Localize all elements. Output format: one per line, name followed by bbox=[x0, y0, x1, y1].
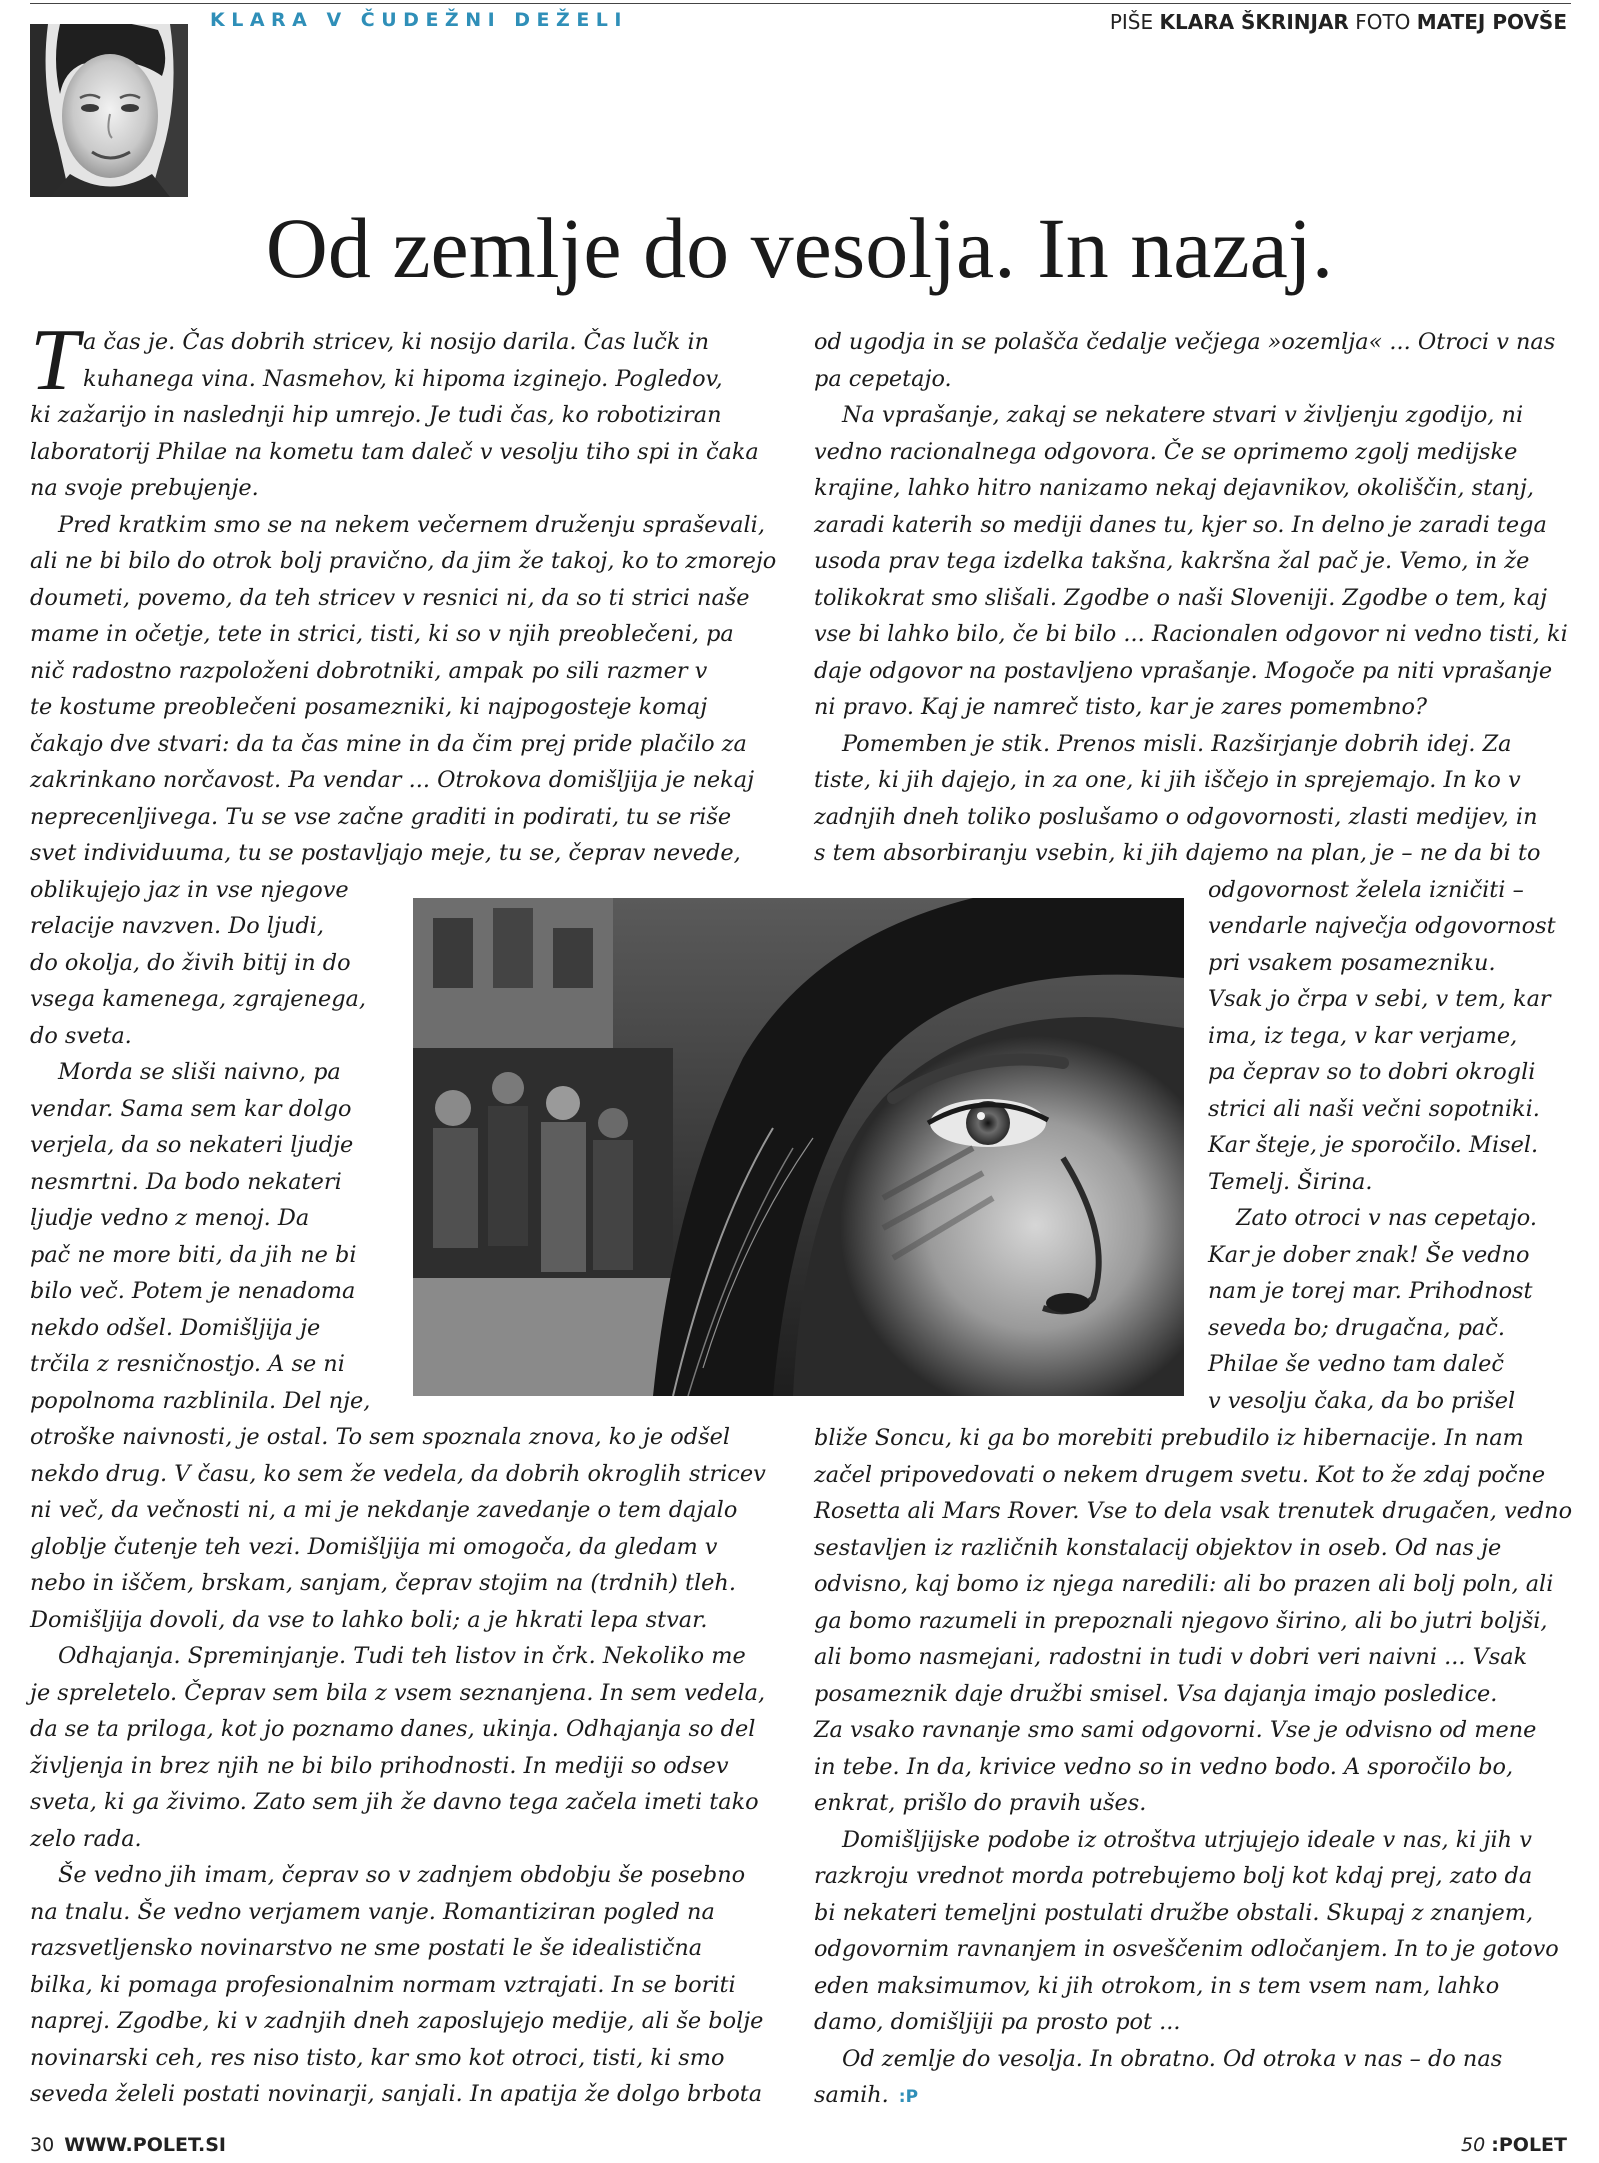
text-line: strici ali naši večni sopotniki. bbox=[1208, 1095, 1540, 1122]
text-line: te kostume preoblečeni posamezniki, ki najpogosteje komaj bbox=[30, 694, 708, 720]
text-line: nekdo drug. V času, ko sem že vedela, da dobrih okroglih stricev bbox=[30, 1460, 766, 1487]
text-line: ali bomo nasmejani, radostni in tudi v dobri veri naivni ... Vsak bbox=[814, 1644, 1528, 1670]
text-line: enkrat, prišlo do pravih ušes. bbox=[814, 1790, 1147, 1816]
paragraph-c2-4-wrap bbox=[1208, 1237, 1578, 1420]
text-line: Odhajanja. Spreminjanje. Tudi teh listov in črk. Nekoliko me bbox=[58, 1643, 746, 1669]
section-rubric: KLARA V ČUDEŽNI DEŽELI bbox=[210, 9, 628, 31]
text-line: da se ta priloga, kot jo poznamo danes, ukinja. Odhajanja so del bbox=[30, 1716, 756, 1742]
text-line: nič radostno razpoloženi dobrotniki, ampak po sili razmer v bbox=[30, 657, 708, 684]
text-line: Temelj. Širina. bbox=[1208, 1168, 1373, 1195]
text-line: čakajo dve stvari: da ta čas mine in da čim prej pride plačilo za bbox=[30, 730, 747, 757]
text-line: tolikokrat smo slišali. Zgodbe o naši Sloveniji. Zgodbe o tem, kaj bbox=[814, 584, 1548, 611]
text-line: nekdo odšel. Domišljija je bbox=[30, 1314, 321, 1341]
text-line: pač ne more biti, da jih ne bi bbox=[30, 1241, 357, 1268]
article-column-2-lower bbox=[814, 1420, 1574, 2116]
text-line: zelo rada. bbox=[30, 1825, 142, 1852]
byline-credits bbox=[1110, 10, 1567, 34]
paragraph-c2-5 bbox=[814, 1822, 1574, 1859]
text-line: do sveta. bbox=[30, 1022, 132, 1049]
text-line: novinarski ceh, res niso tisto, kar smo kot otroci, tisti, ki smo bbox=[30, 2044, 725, 2071]
footer-right bbox=[1461, 2134, 1567, 2156]
text-line: bilka, ki pomaga profesionalnim normam vztrajati. In se boriti bbox=[30, 1971, 736, 1998]
text-line: odgovornost želela izničiti – bbox=[1208, 876, 1524, 903]
paragraph-c2-6-cont bbox=[814, 2077, 1574, 2116]
text-line: Kar je dober znak! Še vedno bbox=[1208, 1241, 1530, 1268]
text-line: Domišljijske podobe iz otroštva utrjujejo ideale v nas, ki jih v bbox=[842, 1826, 1532, 1853]
text-line: relacije navzven. Do ljudi, bbox=[30, 913, 324, 939]
text-line: vse bi lahko bilo, če bi bilo ... Racionalen odgovor ni vedno tisti, ki bbox=[814, 621, 1568, 647]
text-line: na tnalu. Še vedno verjamem vanje. Romantiziran pogled na bbox=[30, 1898, 715, 1925]
text-line: kuhanega vina. Nasmehov, ki hipoma izginejo. Pogledov, bbox=[82, 365, 723, 392]
text-line: in tebe. In da, krivice vedno so in vedno bodo. A sporočilo bo, bbox=[814, 1753, 1514, 1780]
text-line: damo, domišljiji pa prosto pot ... bbox=[814, 2009, 1181, 2035]
article-photo bbox=[413, 898, 1184, 1396]
text-line: Vsak jo črpa v sebi, v tem, kar bbox=[1208, 986, 1551, 1012]
author-portrait-graphic bbox=[30, 24, 188, 197]
top-rule bbox=[30, 3, 1571, 4]
end-mark: :P bbox=[898, 2087, 919, 2107]
footer-left bbox=[30, 2134, 226, 2156]
footer-website: WWW.POLET.SI bbox=[64, 2134, 226, 2156]
text-line: na svoje prebujenje. bbox=[30, 475, 259, 501]
text-line: do okolja, do živih bitij in do bbox=[30, 949, 351, 976]
text-line: Domišljija dovoli, da vse to lahko boli; a je hkrati lepa stvar. bbox=[30, 1606, 708, 1633]
text-line: ali ne bi bilo do otrok bolj pravično, da jim že takoj, ko to zmorejo bbox=[30, 548, 777, 574]
text-line: seveda želeli postati novinarji, sanjali. In apatija že dolgo brbota bbox=[30, 2081, 763, 2107]
text-line: življenja in brez njih ne bi bilo prihodnosti. In mediji so odsev bbox=[30, 1752, 729, 1779]
text-line: pri vsakem posamezniku. bbox=[1208, 949, 1496, 976]
paragraph-c2-5-cont bbox=[814, 1858, 1574, 2041]
text-line: daje odgovor na postavljeno vprašanje. Mogoče pa niti vprašanje bbox=[814, 657, 1553, 684]
text-line: oblikujejo jaz in vse njegove bbox=[30, 876, 349, 903]
text-line: ljudje vedno z menoj. Da bbox=[30, 1205, 310, 1231]
text-line: verjela, da so nekateri ljudje bbox=[30, 1132, 354, 1158]
text-line: sveta, ki ga živimo. Zato sem jih že davno tega začela imeti tako bbox=[30, 1789, 759, 1815]
text-line: vsega kamenega, zgrajenega, bbox=[30, 986, 367, 1012]
text-line: Philae še vedno tam daleč bbox=[1208, 1351, 1504, 1377]
text-line: odvisno, kaj bomo iz njega naredili: ali bo prazen ali bolj poln, ali bbox=[814, 1571, 1554, 1597]
text-line: bi nekateri temeljni postulati družbe obstali. Skupaj z znanjem, bbox=[814, 1899, 1534, 1926]
text-line: mame in očetje, tete in strici, tisti, ki so v njih preoblečeni, pa bbox=[30, 621, 734, 647]
author-portrait bbox=[30, 24, 188, 197]
text-line: bilo več. Potem je nenadoma bbox=[30, 1278, 356, 1304]
paragraph-c2-4-cont bbox=[814, 1420, 1574, 1822]
text-line: Za vsako ravnanje smo sami odgovorni. Vse je odvisno od mene bbox=[814, 1717, 1537, 1743]
text-line: ga bomo razumeli in prepoznali njegovo širino, ali bo jutri boljši, bbox=[814, 1607, 1548, 1634]
page-number-right: 50 bbox=[1461, 2134, 1486, 2156]
text-line: zadnjih dneh toliko poslušamo o odgovornosti, zlasti medijev, in bbox=[814, 803, 1538, 830]
text-line: neprecenljivega. Tu se vse začne graditi in podirati, tu se riše bbox=[30, 803, 732, 830]
text-line: ki zažarijo in naslednji hip umrejo. Je tudi čas, ko robotiziran bbox=[30, 402, 722, 428]
text-line: naprej. Zgodbe, ki v zadnjih dneh zaposlujejo medije, ali še bolje bbox=[30, 2008, 764, 2034]
paragraph-c2-3-wrap bbox=[1208, 872, 1578, 1201]
credits-prefix: PIŠE bbox=[1109, 10, 1154, 34]
text-line: Pomemben je stik. Prenos misli. Razširjanje dobrih idej. Za bbox=[842, 730, 1512, 757]
text-line: s tem absorbiranju vsebin, ki jih dajemo na plan, je – ne da bi to bbox=[814, 840, 1541, 866]
text-line: a čas je. Čas dobrih stricev, ki nosijo darila. Čas lučk in bbox=[82, 329, 710, 355]
text-line: posameznik daje družbi smisel. Vsa dajanja imajo posledice. bbox=[814, 1680, 1498, 1707]
text-line: globlje čutenje teh vezi. Domišljija mi omogoča, da gledam v bbox=[30, 1533, 718, 1560]
text-line: vendar. Sama sem kar dolgo bbox=[30, 1095, 352, 1122]
article-title: Od zemlje do vesolja. In nazaj. bbox=[265, 200, 1334, 296]
text-line: ima, iz tega, v kar verjame, bbox=[1208, 1022, 1518, 1049]
text-line: vendarle največja odgovornost bbox=[1208, 913, 1556, 939]
text-line: eden maksimumov, ki jih otrokom, in s tem vsem nam, lahko bbox=[814, 1972, 1500, 1999]
paragraph-c2-4 bbox=[1208, 1200, 1578, 1237]
paragraph-c2-2-cont bbox=[814, 434, 1574, 726]
paragraph-c2-2 bbox=[814, 397, 1574, 434]
text-line: krajine, lahko hitro nanizamo nekaj dejavnikov, okoliščin, stanj, bbox=[814, 475, 1534, 501]
text-line: Rosetta ali Mars Rover. Vse to dela vsak trenutek drugačen, vedno bbox=[814, 1498, 1573, 1524]
text-line: zakrinkano norčavost. Pa vendar ... Otrokova domišljija je nekaj bbox=[30, 767, 755, 793]
text-line: laboratorij Philae na kometu tam daleč v vesolju tiho spi in čaka bbox=[30, 438, 759, 465]
paragraph-4-cont bbox=[30, 1675, 790, 1858]
text-line: pa čeprav so to dobri okrogli bbox=[1208, 1059, 1536, 1085]
drop-cap: T bbox=[30, 312, 79, 409]
paragraph-c2-3-cont bbox=[814, 762, 1574, 872]
text-line: nesmrtni. Da bodo nekateri bbox=[30, 1168, 342, 1195]
text-line: doumeti, povemo, da teh stricev v resnici ni, da so ti strici naše bbox=[30, 584, 750, 611]
text-line: ni več, da večnosti ni, a mi je nekdanje zavedanje o tem dajalo bbox=[30, 1497, 738, 1523]
paragraph-c2-6 bbox=[814, 2041, 1574, 2078]
paragraph-c2-1 bbox=[814, 324, 1574, 397]
paragraph-2 bbox=[30, 507, 790, 544]
text-line: Od zemlje do vesolja. In obratno. Od otroka v nas – do nas bbox=[842, 2045, 1503, 2072]
article-column-2 bbox=[814, 324, 1574, 872]
text-line: nebo in iščem, brskam, sanjam, čeprav stojim na (trdnih) tleh. bbox=[30, 1570, 736, 1596]
text-line: razkroju vrednot morda potrebujemo bolj kot kdaj prej, zato da bbox=[814, 1863, 1533, 1889]
text-line bbox=[814, 2077, 1574, 2116]
text-line-final: samih. bbox=[814, 2082, 889, 2108]
text-line: trčila z resničnostjo. A se ni bbox=[30, 1351, 345, 1377]
paragraph-1 bbox=[30, 312, 790, 507]
page-number-left: 30 bbox=[30, 2134, 55, 2156]
photographer-name: MATEJ POVŠE bbox=[1416, 10, 1567, 34]
text-line: usoda prav tega izdelka takšna, kakršna žal pač je. Vemo, in že bbox=[814, 548, 1530, 574]
text-line: Na vprašanje, zakaj se nekatere stvari v življenju zgodijo, ni bbox=[842, 402, 1524, 428]
credits-photo-label: FOTO bbox=[1355, 10, 1411, 34]
text-line: začel pripovedovati o nekem drugem svetu. Kot to že zdaj počne bbox=[814, 1461, 1546, 1488]
text-line: otroške naivnosti, je ostal. To sem spoznala znova, ko je odšel bbox=[30, 1424, 730, 1450]
text-line: vedno racionalnega odgovora. Če se oprimemo zgolj medijske bbox=[814, 438, 1518, 465]
text-line: Zato otroci v nas cepetajo. bbox=[1236, 1205, 1537, 1231]
text-line: nam je torej mar. Prihodnost bbox=[1208, 1278, 1533, 1304]
paragraph-c2-3 bbox=[814, 726, 1574, 763]
text-line: svet individuuma, tu se postavljajo meje, tu se, čeprav nevede, bbox=[30, 840, 741, 866]
text-line: zaradi katerih so mediji danes tu, kjer so. In delno je zaradi tega bbox=[814, 511, 1547, 538]
text-line: sestavljen iz različnih konstalacij objektov in oseb. Od nas je bbox=[814, 1534, 1502, 1561]
text-line: bliže Soncu, ki ga bo morebiti prebudilo iz hibernacije. In nam bbox=[814, 1425, 1524, 1451]
text-line: ni pravo. Kaj je namreč tisto, kar je zares pomembno? bbox=[814, 694, 1427, 720]
text-line: Še vedno jih imam, čeprav so v zadnjem obdobju še posebno bbox=[58, 1862, 746, 1888]
text-line: razsvetljensko novinarstvo ne sme postati le še idealistična bbox=[30, 1935, 703, 1961]
paragraph-5 bbox=[30, 1857, 790, 1894]
text-line: je spreletelo. Čeprav sem bila z vsem seznanjena. In sem vedela, bbox=[30, 1679, 766, 1706]
article-column-2-wrap bbox=[1208, 872, 1578, 1420]
text-line: tiste, ki jih dajejo, in za one, ki jih iščejo in sprejemajo. In ko v bbox=[814, 767, 1521, 793]
footer-brand: :POLET bbox=[1491, 2134, 1567, 2156]
text-line: od ugodja in se polašča čedalje večjega »ozemlja« ... Otroci v nas bbox=[814, 329, 1556, 355]
article-photo-graphic bbox=[413, 898, 1184, 1396]
text-line: seveda bo; drugačna, pač. bbox=[1208, 1314, 1505, 1341]
author-name: KLARA ŠKRINJAR bbox=[1159, 10, 1349, 34]
text-line: Morda se sliši naivno, pa bbox=[58, 1059, 341, 1085]
text-line: Kar šteje, je sporočilo. Misel. bbox=[1208, 1132, 1539, 1158]
paragraph-5-cont bbox=[30, 1894, 790, 2113]
text-line: Pred kratkim smo se na nekem večernem druženju spraševali, bbox=[58, 511, 765, 538]
text-line: v vesolju čaka, da bo prišel bbox=[1208, 1387, 1516, 1414]
text-line: odgovornim ravnanjem in osveščenim odločanjem. In to je gotovo bbox=[814, 1936, 1559, 1962]
text-line: popolnoma razblinila. Del nje, bbox=[30, 1387, 371, 1414]
paragraph-4 bbox=[30, 1638, 790, 1675]
text-line: pa cepetajo. bbox=[814, 365, 952, 392]
